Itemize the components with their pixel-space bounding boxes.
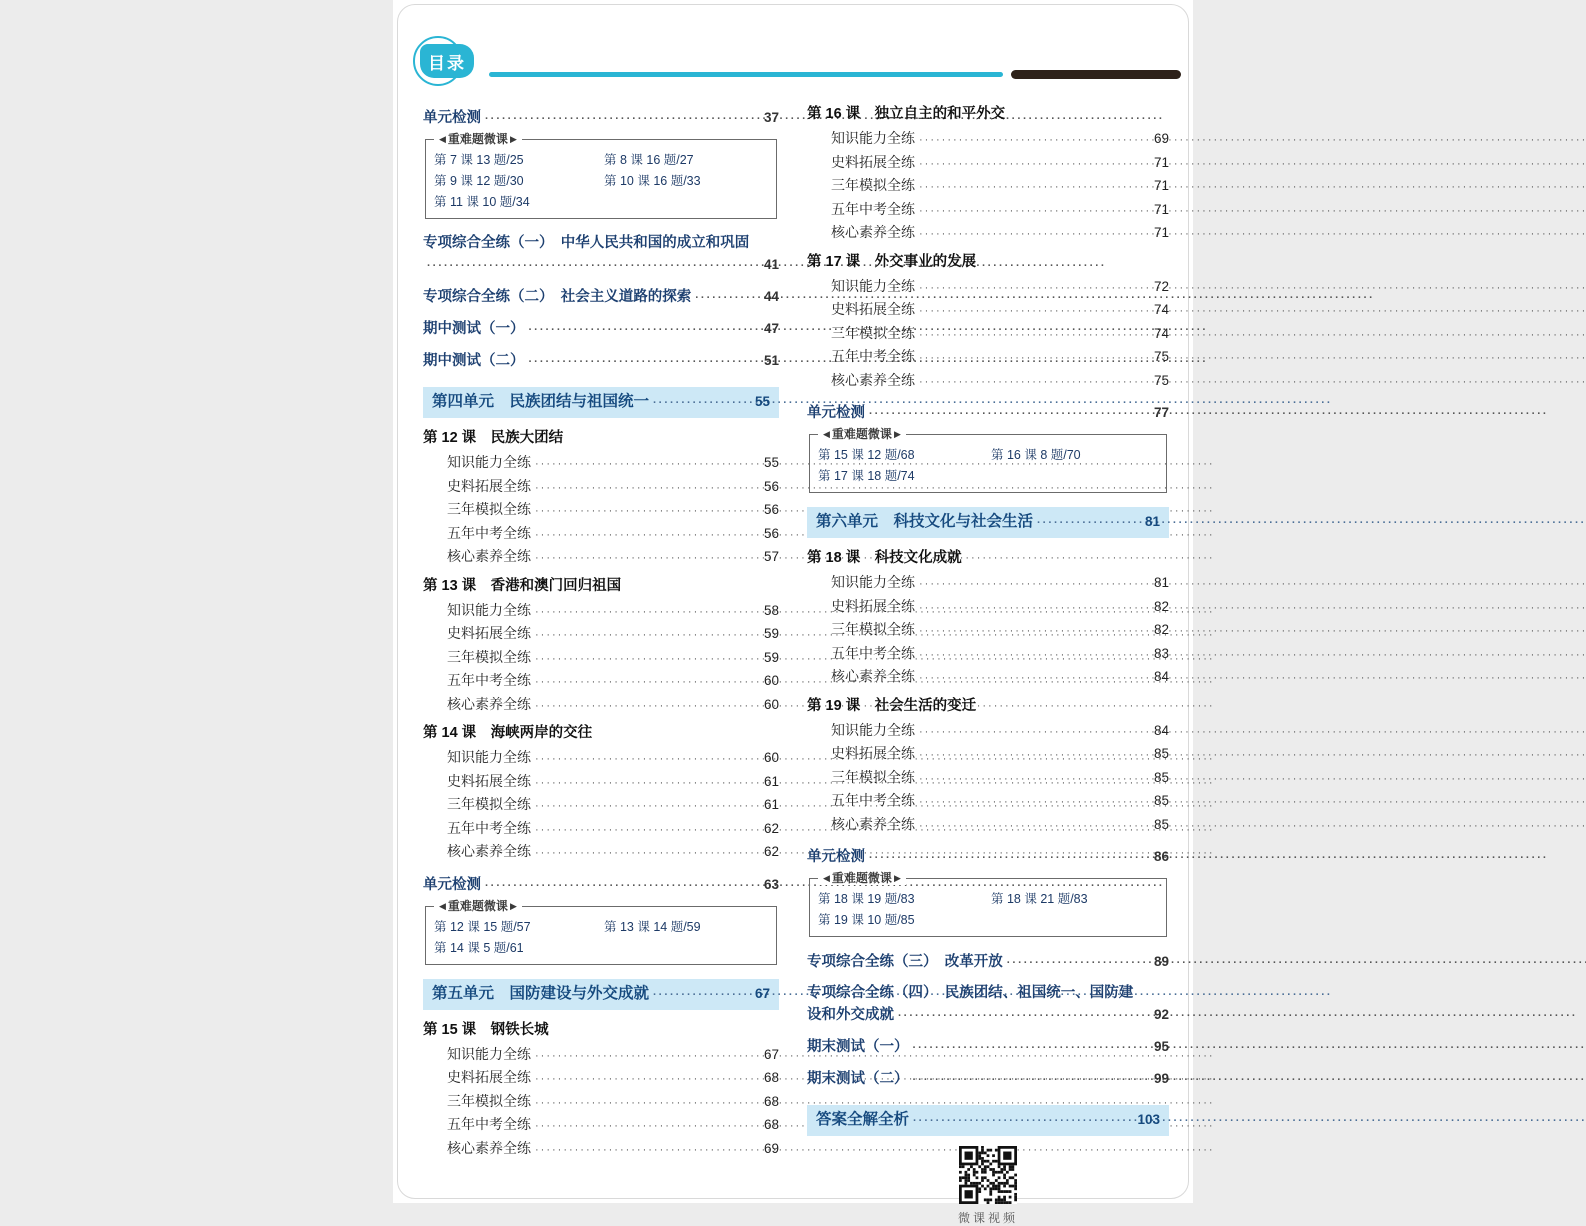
entry-label: 三年模拟全练: [447, 796, 531, 812]
entry-label: 知识能力全练: [831, 574, 915, 590]
entry-label: 专项综合全练（二） 社会主义道路的探索: [423, 289, 692, 305]
toc-entry-sub: [807, 666, 1169, 690]
entry-label: 期末测试（一）: [807, 1039, 909, 1055]
toc-entry-main: [807, 846, 1169, 869]
toc-entry-main: [423, 874, 779, 897]
header-rule-dark: [1011, 70, 1181, 79]
page-number: 62: [763, 844, 779, 859]
entry-label: 三年模拟全练: [831, 324, 915, 341]
box-item: 第 19 课 10 题/85: [818, 913, 915, 927]
entry-label: 期末测试（二）: [807, 1071, 909, 1087]
micro-lessons-box: [425, 132, 777, 219]
entry-label: 史料拓展全练: [831, 301, 915, 317]
micro-lessons-box: [809, 871, 1167, 937]
entry-label: 五年中考全练: [831, 644, 915, 661]
box-item: 第 16 课 8 题/70: [991, 448, 1081, 462]
toc-entry-main: [807, 1068, 1169, 1091]
toc-entry-sub: [807, 767, 1169, 791]
entry-label: 三年模拟全练: [831, 621, 915, 637]
page-number: 68: [763, 1070, 779, 1085]
dot-leader: [535, 1140, 760, 1162]
micro-lessons-title: 重难题微课: [831, 427, 892, 441]
entry-label: 知识能力全练: [447, 454, 531, 470]
page-number: 60: [763, 696, 779, 712]
dot-leader: [919, 745, 1150, 767]
entry-label: 核心素养全练: [831, 371, 915, 388]
page-number: 84: [1153, 669, 1169, 684]
dot-leader: [919, 668, 1150, 690]
toc-entry-sub: [807, 790, 1169, 814]
dot-leader: [919, 224, 1150, 246]
toc-entry-sub: [807, 743, 1169, 767]
page-number: 55: [754, 394, 770, 409]
page-number: 74: [1153, 325, 1169, 341]
page-number: 41: [763, 257, 779, 272]
entry-label: 五年中考全练: [447, 819, 531, 836]
page-number: 85: [1153, 746, 1169, 761]
qr-block: [807, 1146, 1169, 1226]
dot-leader: [919, 598, 1150, 620]
dot-leader: [485, 876, 760, 897]
page-number: 62: [763, 820, 779, 836]
dot-leader: [535, 525, 760, 547]
dot-leader: [919, 154, 1150, 176]
page-number: 82: [1153, 622, 1169, 637]
page-number: 51: [763, 353, 779, 368]
toc-entry-sub: [423, 670, 779, 694]
toc-entry-sub: [423, 546, 779, 570]
page-number: 47: [763, 321, 779, 336]
page-number: 61: [763, 773, 779, 789]
entry-label: 知识能力全练: [447, 749, 531, 765]
box-item: 第 14 课 5 题/61: [434, 940, 524, 955]
dot-leader: [535, 672, 760, 694]
page-number: 85: [1153, 769, 1169, 785]
entry-label: 核心素养全练: [831, 224, 915, 240]
dot-leader: [919, 177, 1150, 199]
page-number: 75: [1153, 372, 1169, 388]
entry-label: 五年中考全练: [831, 200, 915, 217]
entry-label: 第四单元 民族团结与祖国统一: [432, 393, 650, 410]
toc-entry-sub: [423, 1091, 779, 1115]
toc-entry-sub: [807, 346, 1169, 370]
entry-label: 第六单元 科技文化与社会生活: [816, 513, 1034, 530]
dot-leader: [535, 843, 760, 865]
entry-label: 核心素养全练: [831, 668, 915, 684]
lesson-heading: 第 19 课 社会生活的变迁: [807, 697, 977, 714]
entry-label: 史料拓展全练: [447, 477, 531, 494]
dot-leader: [919, 130, 1150, 152]
entry-label: 五年中考全练: [831, 792, 915, 808]
page-number: 103: [1137, 1112, 1160, 1127]
dot-leader: [1037, 513, 1141, 534]
page-number: 44: [763, 289, 779, 304]
page-number: 89: [1153, 954, 1169, 969]
box-item: 第 10 课 16 题/33: [604, 174, 701, 188]
page-number: 82: [1153, 598, 1169, 614]
box-item: 第 13 课 14 题/59: [604, 919, 701, 934]
lesson-heading: 第 13 课 香港和澳门回归祖国: [423, 577, 622, 594]
entry-label: 单元检测: [423, 110, 481, 126]
toc-entry-sub: [807, 370, 1169, 394]
page-number: 67: [763, 1046, 779, 1062]
page-number: 99: [1153, 1071, 1169, 1086]
page-number: 69: [1153, 131, 1169, 146]
toc-entry-sub: [807, 276, 1169, 300]
lesson-heading: 第 16 课 独立自主的和平外交: [807, 106, 1006, 122]
page-number: 72: [1153, 278, 1169, 294]
entry-label: 知识能力全练: [831, 721, 915, 738]
toc-entry-sub: [807, 222, 1169, 246]
lesson-heading: 第 17 课 外交事业的发展: [807, 253, 977, 270]
entry-label: 答案全解全析: [816, 1111, 910, 1128]
dot-leader: [913, 1111, 1133, 1132]
entry-label: 史料拓展全练: [447, 772, 531, 789]
dot-leader: [919, 278, 1150, 300]
page-number: 57: [763, 549, 779, 564]
entry-label: 核心素养全练: [447, 1139, 531, 1156]
arrow-right-icon: ▶: [893, 873, 901, 883]
toc-entry-main: [807, 983, 1169, 1027]
toc-column-left: [423, 98, 779, 1161]
unit-heading: [423, 979, 779, 1010]
entry-label: 单元检测: [807, 849, 865, 865]
arrow-left-icon: ◀: [439, 900, 446, 911]
dot-leader: [535, 1069, 760, 1091]
qr-caption: 微课视频: [957, 1211, 1018, 1225]
dot-leader: [919, 325, 1150, 347]
lesson-heading: 第 15 课 钢铁长城: [423, 1021, 549, 1038]
entry-label: 第五单元 国防建设与外交成就: [432, 984, 650, 1002]
micro-lessons-label: [434, 132, 522, 146]
micro-lessons-box: [809, 427, 1167, 493]
toc-entry-sub: [807, 596, 1169, 620]
toc-entry-main: [807, 951, 1169, 974]
toc-entry-sub: [423, 1138, 779, 1162]
dot-leader: [898, 1006, 1150, 1027]
entry-label: 专项综合全练（一） 中华人民共和国的成立和巩固: [423, 235, 750, 251]
page-number: 56: [763, 525, 779, 541]
lesson-heading: 第 12 课 民族大团结: [423, 430, 564, 446]
toc-entry-main: [423, 350, 779, 373]
page-number: 83: [1153, 645, 1169, 661]
entry-label: 知识能力全练: [447, 601, 531, 618]
dot-leader: [695, 288, 760, 309]
micro-lessons-label: [434, 899, 522, 913]
entry-label: 三年模拟全练: [831, 177, 915, 193]
toc-entry-sub: [807, 323, 1169, 347]
entry-label: 五年中考全练: [447, 672, 531, 688]
entry-label: 期中测试（一）: [423, 321, 525, 337]
micro-lessons-label: [818, 427, 906, 441]
unit-heading: [423, 387, 779, 418]
dot-leader: [919, 816, 1150, 838]
entry-label: 五年中考全练: [831, 348, 915, 364]
dot-leader: [653, 393, 751, 414]
box-item: 第 9 课 12 题/30: [434, 174, 524, 188]
dot-leader: [427, 256, 760, 277]
dot-leader: [919, 645, 1150, 667]
dot-leader: [913, 1070, 1150, 1091]
page-number: 60: [763, 673, 779, 688]
page-number: 67: [754, 985, 770, 1001]
dot-leader: [535, 1116, 760, 1138]
dot-leader: [869, 404, 1150, 425]
dot-leader: [535, 625, 760, 647]
toc-entry-sub: [807, 299, 1169, 323]
dot-leader: [535, 696, 760, 718]
page-number: 59: [763, 626, 779, 641]
toc-entry-sub: [423, 647, 779, 671]
toc-entry-sub: [807, 199, 1169, 223]
page-number: 85: [1153, 793, 1169, 808]
page-number: 92: [1153, 1007, 1169, 1022]
page-number: 55: [763, 455, 779, 470]
entry-label: 单元检测: [423, 876, 481, 893]
box-item: 第 15 课 12 题/68: [818, 448, 915, 462]
entry-label: 五年中考全练: [447, 524, 531, 541]
page-number: 71: [1153, 154, 1169, 170]
micro-lessons-box: [425, 898, 777, 965]
entry-label: 史料拓展全练: [447, 625, 531, 641]
arrow-left-icon: ◀: [823, 429, 830, 439]
micro-lessons-title: 重难题微课: [447, 132, 508, 146]
dot-leader: [535, 602, 760, 624]
box-item: 第 12 课 15 题/57: [434, 919, 531, 934]
dot-leader: [535, 649, 760, 671]
toc-entry-sub: [423, 818, 779, 842]
arrow-right-icon: ▶: [509, 900, 517, 911]
entry-label: 三年模拟全练: [831, 768, 915, 785]
page-number: 68: [763, 1117, 779, 1132]
dot-leader: [535, 1093, 760, 1115]
box-item: 第 17 课 18 题/74: [818, 469, 915, 483]
toc-entry-main: [423, 107, 779, 130]
page-number: 71: [1153, 225, 1169, 240]
dot-leader: [919, 722, 1150, 744]
entry-label: 知识能力全练: [831, 277, 915, 294]
dot-leader: [535, 749, 760, 771]
dot-leader: [535, 796, 760, 818]
dot-leader: [485, 109, 760, 130]
toc-entry-sub: [807, 152, 1169, 176]
entry-label: 史料拓展全练: [831, 153, 915, 170]
dot-leader: [913, 1038, 1150, 1059]
toc-entry-sub: [423, 841, 779, 865]
dot-leader: [919, 348, 1150, 370]
toc-entry-sub: [423, 794, 779, 818]
entry-label: 五年中考全练: [447, 1116, 531, 1132]
entry-label: 三年模拟全练: [447, 501, 531, 517]
box-item: 第 11 课 10 题/34: [434, 195, 530, 209]
toc-entry-sub: [423, 1067, 779, 1091]
toc-entry-main: [807, 402, 1169, 425]
dot-leader: [535, 454, 760, 476]
dot-leader: [529, 352, 760, 373]
page-number: 71: [1153, 201, 1169, 217]
page-number: 77: [1153, 405, 1169, 420]
arrow-left-icon: ◀: [823, 873, 830, 883]
entry-label: 专项综合全练（四） 民族团结、祖国统一、国防建: [807, 985, 1134, 1001]
box-item: 第 8 课 16 题/27: [604, 153, 694, 167]
page-number: 74: [1153, 302, 1169, 317]
unit-heading: [807, 507, 1169, 538]
dot-leader: [919, 201, 1150, 223]
page-number: 37: [763, 110, 779, 125]
toc-entry-sub: [807, 643, 1169, 667]
entry-label: 核心素养全练: [447, 843, 531, 859]
entry-label: 知识能力全练: [447, 1045, 531, 1062]
toc-entry-sub: [423, 1114, 779, 1138]
page-number: 56: [763, 478, 779, 494]
page-number: 81: [1144, 514, 1160, 529]
unit-heading: [807, 1105, 1169, 1136]
page-number: 69: [763, 1140, 779, 1156]
toc-entry-sub: [423, 1044, 779, 1068]
page-number: 61: [763, 797, 779, 812]
entry-label: 三年模拟全练: [447, 648, 531, 665]
toc-entry-main: [423, 286, 779, 309]
page-number: 85: [1153, 816, 1169, 832]
qr-code: [959, 1146, 1017, 1204]
dot-leader: [535, 548, 760, 570]
page-number: 75: [1153, 349, 1169, 364]
page-number: 86: [1153, 849, 1169, 864]
toc-entry-sub: [423, 771, 779, 795]
dot-leader: [535, 501, 760, 523]
page-number: 58: [763, 602, 779, 618]
toc-entry-sub: [807, 572, 1169, 596]
entry-label: 核心素养全练: [447, 695, 531, 712]
toc-entry-sub: [423, 600, 779, 624]
toc-entry-sub: [807, 619, 1169, 643]
toc-entry-sub: [423, 499, 779, 523]
entry-label: 核心素养全练: [447, 548, 531, 564]
dot-leader: [919, 769, 1150, 791]
dot-leader: [919, 301, 1150, 323]
page-number: 68: [763, 1093, 779, 1109]
entry-label: 专项综合全练（三） 改革开放: [807, 954, 1003, 970]
entry-label: 知识能力全练: [831, 130, 915, 146]
micro-lessons-title: 重难题微课: [831, 871, 892, 885]
page-number: 56: [763, 502, 779, 517]
entry-label: 三年模拟全练: [447, 1092, 531, 1109]
box-item: 第 18 课 21 题/83: [991, 892, 1088, 906]
entry-label: 单元检测: [807, 405, 865, 421]
dot-leader: [1007, 953, 1150, 974]
micro-lessons-label: [818, 871, 906, 885]
toc-entry-main: [423, 318, 779, 341]
arrow-right-icon: ▶: [893, 429, 901, 439]
page-number: 81: [1153, 575, 1169, 590]
entry-label: 设和外交成就: [807, 1007, 894, 1023]
dot-leader: [529, 320, 760, 341]
toc-column-right: [807, 98, 1169, 1226]
toc-entry-main: [807, 1036, 1169, 1059]
micro-lessons-title: 重难题微课: [447, 898, 508, 913]
page-number: 60: [763, 750, 779, 765]
toc-entry-sub: [423, 623, 779, 647]
dot-leader: [653, 985, 751, 1006]
arrow-left-icon: ◀: [439, 134, 446, 144]
toc-entry-sub: [423, 476, 779, 500]
entry-label: 史料拓展全练: [831, 597, 915, 614]
dot-leader: [535, 820, 760, 842]
toc-entry-main: [423, 233, 779, 277]
dot-leader: [919, 621, 1150, 643]
toc-entry-sub: [423, 523, 779, 547]
dot-leader: [919, 574, 1150, 596]
toc-entry-sub: [807, 175, 1169, 199]
page-number: 84: [1153, 722, 1169, 738]
toc-entry-sub: [423, 452, 779, 476]
page-number: 59: [763, 649, 779, 665]
dot-leader: [535, 478, 760, 500]
page-number: 63: [763, 876, 779, 892]
toc-entry-sub: [423, 747, 779, 771]
box-item: 第 18 课 19 题/83: [818, 892, 915, 906]
box-item: 第 7 课 13 题/25: [434, 153, 524, 167]
toc-entry-sub: [807, 128, 1169, 152]
lesson-heading: 第 14 课 海峡两岸的交往: [423, 725, 593, 741]
page-number: 71: [1153, 178, 1169, 193]
toc-entry-sub: [423, 694, 779, 718]
page-number: 95: [1153, 1039, 1169, 1054]
toc-entry-sub: [807, 814, 1169, 838]
entry-label: 史料拓展全练: [447, 1069, 531, 1085]
entry-label: 核心素养全练: [831, 815, 915, 832]
toc-page: [393, 0, 1193, 1225]
lesson-heading: 第 18 课 科技文化成就: [807, 550, 962, 566]
toc-logo: [420, 44, 474, 78]
arrow-right-icon: ▶: [509, 134, 517, 144]
logo-text: 目录: [428, 53, 466, 73]
dot-leader: [535, 773, 760, 795]
entry-label: 期中测试（二）: [423, 353, 525, 369]
toc-entry-sub: [807, 720, 1169, 744]
dot-leader: [919, 792, 1150, 814]
header-rule-teal: [489, 72, 1003, 77]
dot-leader: [869, 848, 1150, 869]
dot-leader: [919, 372, 1150, 394]
entry-label: 史料拓展全练: [831, 745, 915, 761]
dot-leader: [535, 1046, 760, 1068]
